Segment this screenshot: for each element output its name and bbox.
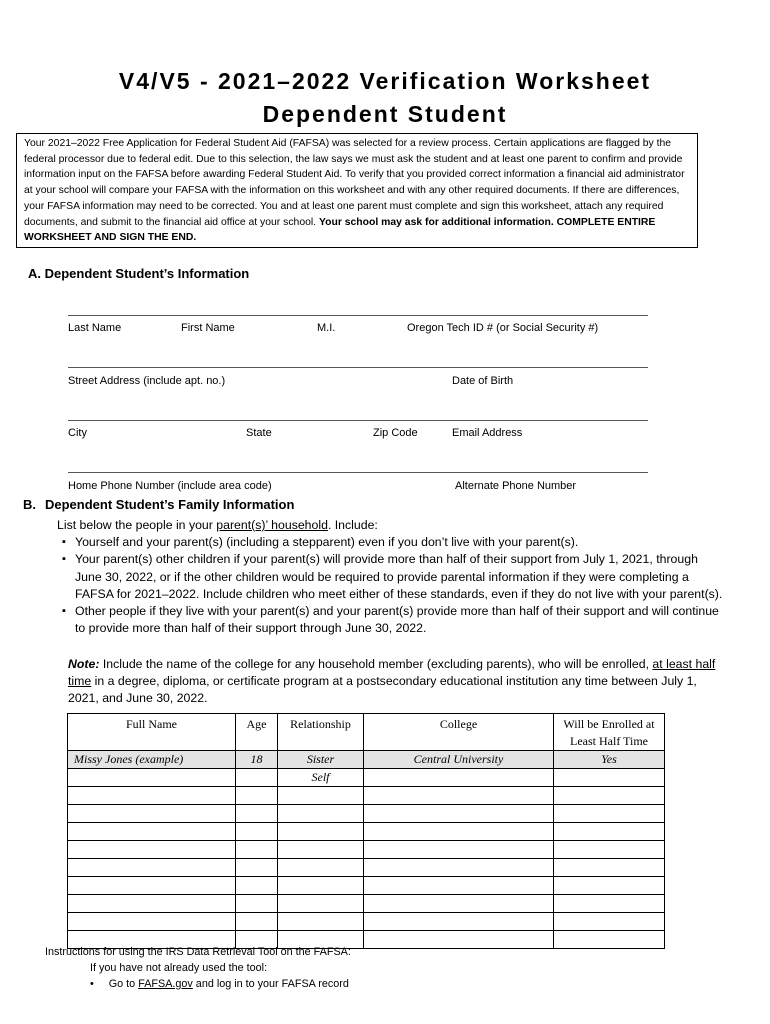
relationship-cell[interactable] — [278, 859, 364, 877]
college-cell[interactable] — [364, 823, 554, 841]
age-cell[interactable] — [236, 877, 278, 895]
bullet-dot-icon: • — [90, 978, 94, 990]
section-b-prefix: B. — [23, 497, 36, 512]
name-cell[interactable] — [68, 841, 236, 859]
college-cell[interactable] — [364, 805, 554, 823]
col-age: Age — [236, 714, 278, 751]
worksheet-subtitle: Dependent Student — [262, 101, 508, 127]
example-enrolled: Yes — [554, 751, 665, 769]
example-row — [68, 751, 665, 769]
list-intro — [57, 517, 727, 534]
age-cell[interactable] — [236, 913, 278, 931]
table-row[interactable] — [68, 823, 665, 841]
list-pre: List below the people in your — [57, 518, 217, 532]
age-cell[interactable] — [236, 841, 278, 859]
enrolled-cell[interactable] — [554, 859, 665, 877]
col-relationship: Relationship — [278, 714, 364, 751]
home-phone-label: Home Phone Number (include area code) — [68, 480, 272, 492]
irs-bullet — [90, 978, 349, 990]
enrolled-cell[interactable] — [554, 769, 665, 787]
state-label: State — [246, 427, 272, 439]
relationship-cell[interactable] — [278, 841, 364, 859]
intro-bold-2: . COMPLETE ENTIRE WORKSHEET AND SIGN THE END. — [24, 216, 656, 244]
col-enrolled: Will be Enrolled at Least Half Time — [554, 714, 665, 751]
enrolled-cell[interactable] — [554, 895, 665, 913]
age-cell[interactable] — [236, 859, 278, 877]
table-row[interactable] — [68, 859, 665, 877]
city-label: City — [68, 427, 87, 439]
household-table — [67, 713, 665, 949]
list-post: . Include: — [327, 518, 378, 532]
irs-instructions-subheading: If you have not already used the tool: — [90, 962, 268, 974]
enrolled-cell[interactable] — [554, 787, 665, 805]
relationship-cell[interactable] — [278, 877, 364, 895]
bullet-item: ▪ Yourself and your parent(s) (including a stepparent) even if you don’t live with your parent(s). — [57, 534, 727, 551]
table-row[interactable] — [68, 877, 665, 895]
relationship-cell: Self — [278, 769, 364, 787]
enrolled-cell[interactable] — [554, 931, 665, 949]
college-cell[interactable] — [364, 787, 554, 805]
table-row[interactable] — [68, 895, 665, 913]
table-row[interactable] — [68, 913, 665, 931]
intro-box — [16, 133, 698, 248]
student-id-label: Oregon Tech ID # (or Social Security #) — [407, 322, 599, 334]
age-cell[interactable] — [236, 895, 278, 913]
name-cell[interactable] — [68, 859, 236, 877]
college-cell[interactable] — [364, 931, 554, 949]
note-underline: at least half time — [68, 657, 716, 689]
college-cell[interactable] — [364, 913, 554, 931]
enrolled-cell[interactable] — [554, 913, 665, 931]
table-row[interactable] — [68, 841, 665, 859]
enrolled-cell[interactable] — [554, 823, 665, 841]
street-address-label: Street Address (include apt. no.) — [68, 375, 226, 387]
name-cell[interactable] — [68, 913, 236, 931]
relationship-cell[interactable] — [278, 787, 364, 805]
college-cell[interactable] — [364, 841, 554, 859]
bullet-item: ▪ Your parent(s) other children if your parent(s) will provide more than half of their support from July 1, 2021, through June 30, 2022, or if the other children would be required to provide parental information if they were completing a FAFSA for 2021–2022. Include children who meet either of these standards, even if they do not live with your parent(s). — [57, 551, 727, 603]
mi-label: M.I. — [317, 322, 336, 334]
table-header-row — [68, 714, 665, 751]
college-cell[interactable] — [364, 769, 554, 787]
irs-instructions-heading: Instructions for using the IRS Data Retrieval Tool on the FAFSA: — [45, 946, 351, 958]
intro-bold-1: Your school may ask for additional information — [318, 216, 551, 228]
name-cell[interactable] — [68, 823, 236, 841]
last-name-label: Last Name — [68, 322, 122, 334]
bullet-item: ▪ Other people if they live with your parent(s) and your parent(s) provide more than half of their support and will continue to provide more than half of their support through June 30, 2022. — [57, 603, 727, 637]
name-cell[interactable] — [68, 769, 236, 787]
name-cell[interactable] — [68, 805, 236, 823]
worksheet-title: V4/V5 - 2021–2022 Verification Worksheet — [118, 68, 652, 94]
age-cell[interactable] — [236, 769, 278, 787]
example-age: 18 — [236, 751, 278, 769]
section-a-heading: A. Dependent Student’s Information — [28, 266, 250, 281]
household-instructions — [57, 517, 727, 637]
note-post: in a degree, diploma, or certificate program at a postsecondary educational institution any time between July 1, 2021, and June 30, 2022. — [68, 674, 697, 706]
table-row[interactable] — [68, 805, 665, 823]
name-cell[interactable] — [68, 787, 236, 805]
table-row[interactable] — [68, 769, 665, 787]
enrolled-cell[interactable] — [554, 841, 665, 859]
note-label: Note: — [68, 657, 100, 671]
alternate-phone-label: Alternate Phone Number — [455, 480, 577, 492]
age-cell[interactable] — [236, 823, 278, 841]
example-name: Missy Jones (example) — [68, 751, 236, 769]
fafsa-link[interactable]: FAFSA.gov — [138, 978, 193, 990]
irs-bullet-post: and log in to your FAFSA record — [192, 978, 349, 990]
col-full-name: Full Name — [68, 714, 236, 751]
college-cell[interactable] — [364, 895, 554, 913]
enrolled-cell[interactable] — [554, 877, 665, 895]
zip-code-label: Zip Code — [373, 427, 418, 439]
relationship-cell[interactable] — [278, 895, 364, 913]
date-of-birth-label: Date of Birth — [452, 375, 514, 387]
college-cell[interactable] — [364, 859, 554, 877]
intro-text: Your 2021–2022 Free Application for Federal Student Aid (FAFSA) was selected for a review process. Certain applications are flagged by the federal processor due to federal edit. Due to this selection, the law says we must ask the student and at least one parent to confirm and provide information input on the FAFSA before awarding Federal Student Aid. To verify that you provided correct information a financial aid administrator at your school will compare your FAFSA with the information on this worksheet and with any other required documents. If there are differences, your FAFSA information may need to be corrected. You and at least one parent must complete and sign this worksheet, attach any required documents, and submit to the financial aid office at your school. — [24, 138, 685, 228]
college-cell[interactable] — [364, 877, 554, 895]
section-b-heading: Dependent Student’s Family Information — [45, 497, 295, 512]
relationship-cell[interactable] — [278, 913, 364, 931]
enrolled-cell[interactable] — [554, 805, 665, 823]
household-underline: parent(s)’ household — [216, 518, 328, 532]
address-line[interactable] — [68, 367, 648, 368]
city-line[interactable] — [68, 420, 648, 421]
example-college: Central University — [364, 751, 554, 769]
note-pre: Include the name of the college for any household member (excluding parents), who will be enrolled, — [99, 657, 653, 671]
note-paragraph — [68, 656, 720, 708]
name-line[interactable] — [68, 315, 648, 316]
name-cell[interactable] — [68, 895, 236, 913]
age-cell[interactable] — [236, 805, 278, 823]
email-label: Email Address — [452, 427, 523, 439]
col-college: College — [364, 714, 554, 751]
irs-bullet-pre: Go to — [108, 978, 139, 990]
relationship-cell[interactable] — [278, 805, 364, 823]
example-relationship: Sister — [278, 751, 364, 769]
table-row[interactable] — [68, 787, 665, 805]
name-cell[interactable] — [68, 877, 236, 895]
include-list — [57, 534, 727, 637]
phone-line[interactable] — [68, 472, 648, 473]
relationship-cell[interactable] — [278, 823, 364, 841]
first-name-label: First Name — [181, 322, 235, 334]
age-cell[interactable] — [236, 787, 278, 805]
